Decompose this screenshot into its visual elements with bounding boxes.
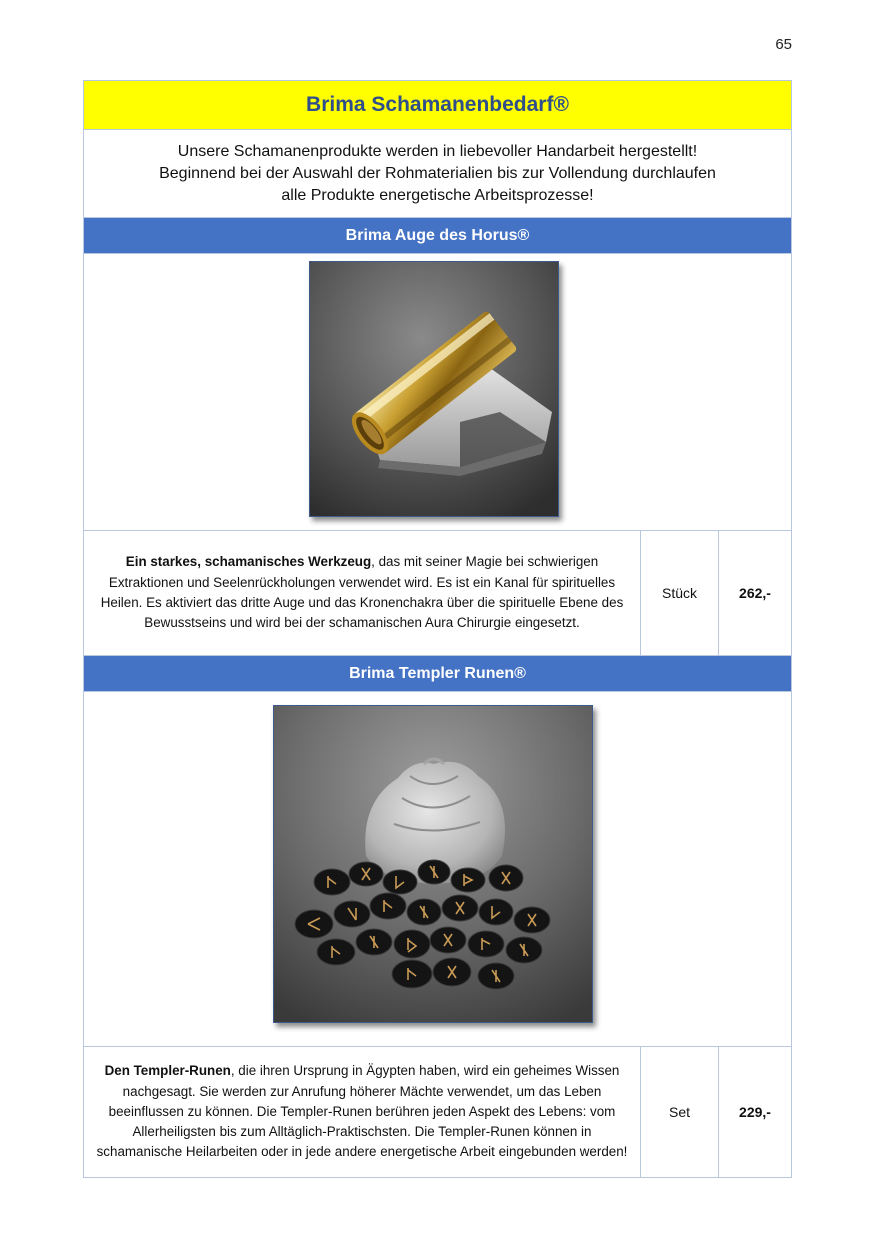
product-image-row — [84, 254, 791, 531]
product-price: 262,- — [739, 585, 771, 601]
product-description — [84, 1047, 641, 1177]
product-unit: Set — [641, 1047, 719, 1177]
description-body: , das mit seiner Magie bei schwierigen Extraktionen und Seelenrückholungen verwendet wird. Es ist ein Kanal für spirituelles Heilen. Es aktiviert das dritte Auge und das Kronenchakra über die spirituelle Ebene des Bewusstseins und wird bei der schamanischen Aura Chirurgie eingesetzt. — [100, 554, 624, 631]
product-unit: Stück — [641, 531, 719, 655]
catalog-table — [83, 80, 792, 1178]
auge-des-horus-photo — [309, 261, 559, 517]
description-body: , die ihren Ursprung in Ägypten haben, wird ein geheimes Wissen nachgesagt. Sie werden zur Anrufung höherer Mächte verwendet, um das Leben beeinflussen zu können. Die Templer-Runen berühren jeden Aspekt des Lebens: vom Allerheiligsten bis zum Alltäglich-Praktischsten. Die Templer-Runen können in schamanische Heilarbeiten oder in jede andere energetische Arbeit eingebunden werden! — [96, 1063, 628, 1160]
templer-runen-photo — [273, 705, 593, 1023]
product-header-templer-runen: Brima Templer Runen® — [84, 656, 791, 692]
product-image-row — [84, 692, 791, 1047]
product-header-auge-des-horus: Brima Auge des Horus® — [84, 218, 791, 254]
catalog-title: Brima Schamanenbedarf® — [84, 81, 791, 130]
page-number: 65 — [775, 36, 792, 53]
description-lead: Ein starkes, schamanisches Werkzeug — [125, 554, 372, 570]
product-price: 229,- — [739, 1104, 771, 1120]
product-detail-row — [84, 531, 791, 656]
product-detail-row — [84, 1047, 791, 1177]
description-lead: Den Templer-Runen — [104, 1063, 231, 1079]
intro-text: Unsere Schamanenprodukte werden in liebevoller Handarbeit hergestellt! Beginnend bei der Auswahl der Rohmaterialien bis zur Vollendung durchlaufen alle Produkte energetische Arbeitsprozesse! — [84, 130, 791, 218]
product-description — [84, 531, 641, 655]
